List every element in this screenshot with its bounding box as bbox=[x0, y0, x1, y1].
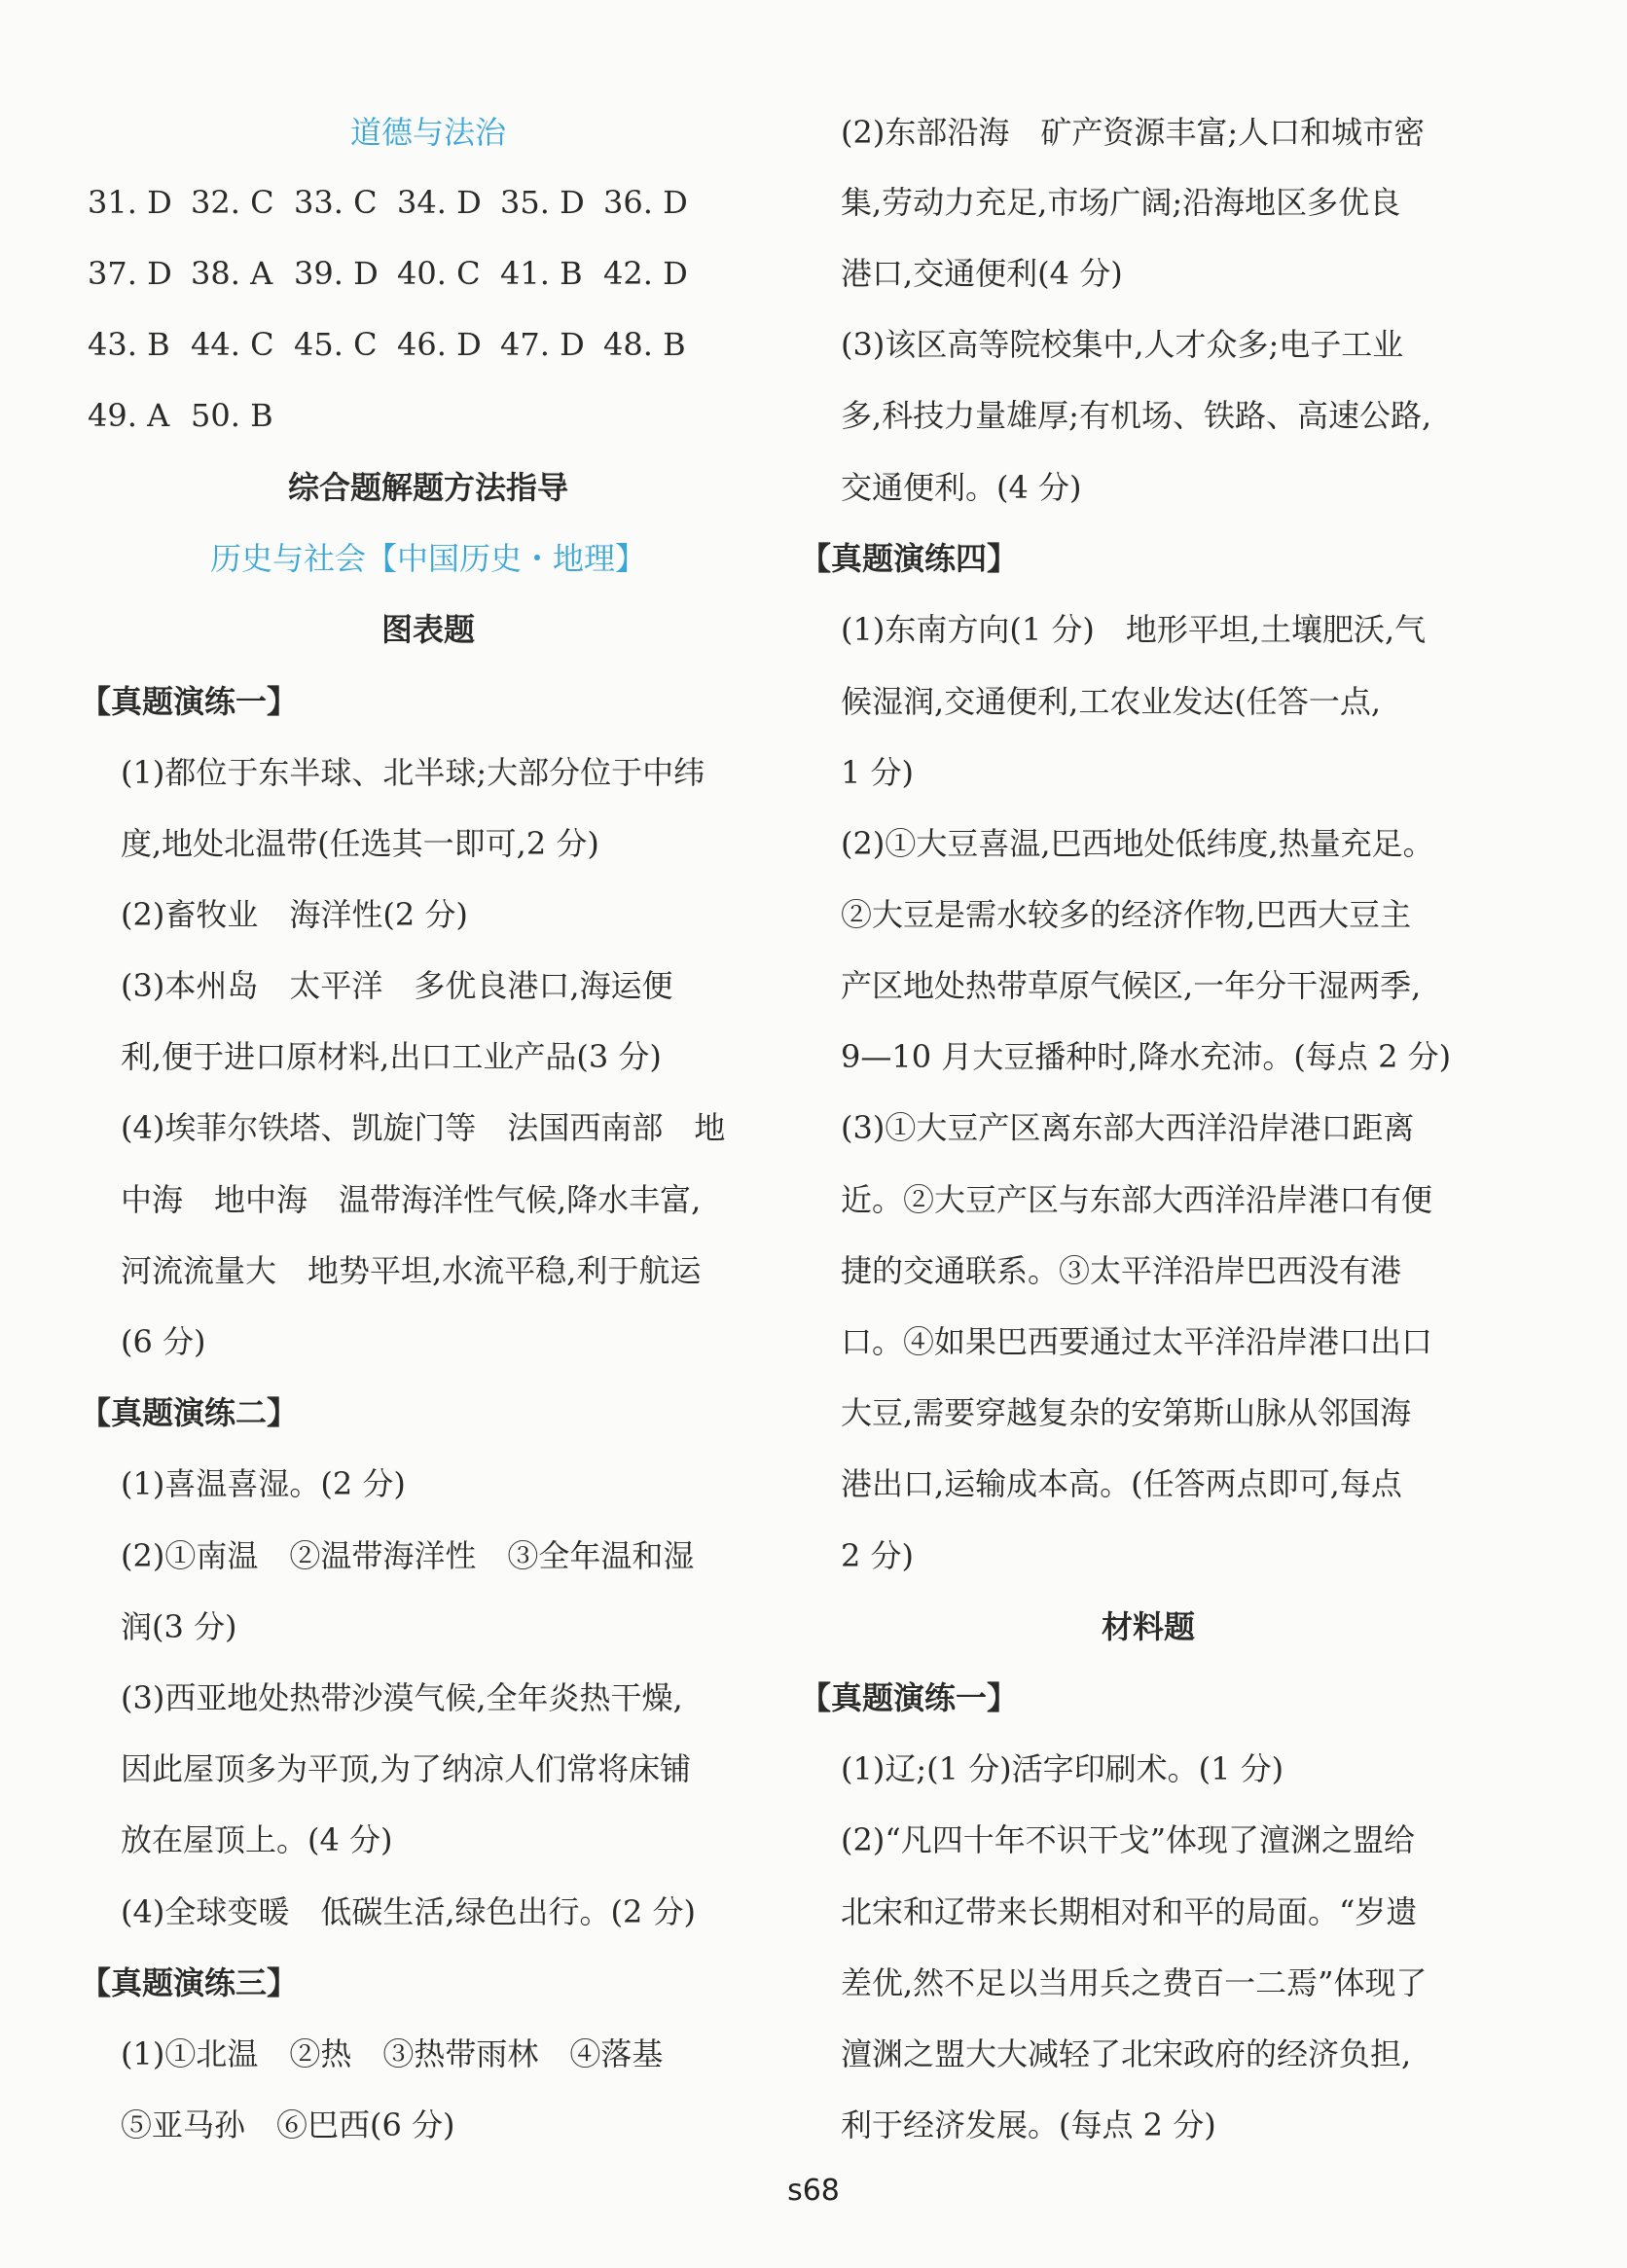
answer-line: 河流流量大 地势平坦,水流平稳,利于航运 bbox=[121, 1252, 702, 1289]
drill-heading: 【真题演练一】 bbox=[80, 683, 299, 720]
subject-heading-moral-law: 道德与法治 bbox=[349, 114, 506, 151]
answer-row: 49. A 50. B bbox=[88, 397, 273, 434]
answer-row: 37. D 38. A 39. D 40. C 41. B 42. D bbox=[88, 255, 688, 292]
subject-heading-history-society: 历史与社会【中国历史・地理】 bbox=[209, 540, 646, 577]
subsection-title-materials: 材料题 bbox=[1101, 1608, 1195, 1645]
answer-line: ⑤亚马孙 ⑥巴西(6 分) bbox=[121, 2106, 455, 2143]
answer-line: 2 分) bbox=[841, 1537, 915, 1574]
answer-line: (2)“凡四十年不识干戈”体现了澶渊之盟给 bbox=[841, 1821, 1416, 1858]
answer-line: (2)畜牧业 海洋性(2 分) bbox=[121, 896, 468, 933]
answer-line: (3)①大豆产区离东部大西洋沿岸港口距离 bbox=[841, 1109, 1415, 1146]
drill-heading: 【真题演练一】 bbox=[800, 1679, 1019, 1716]
answer-line: (6 分) bbox=[121, 1323, 206, 1360]
subsection-title-charts: 图表题 bbox=[380, 611, 475, 648]
drill-heading: 【真题演练四】 bbox=[800, 540, 1019, 577]
answer-line: (1)辽;(1 分)活字印刷术。(1 分) bbox=[841, 1750, 1284, 1787]
answer-line: 利,便于进口原材料,出口工业产品(3 分) bbox=[121, 1038, 662, 1075]
section-title: 综合题解题方法指导 bbox=[287, 469, 568, 506]
answer-line: 候湿润,交通便利,工农业发达(任答一点, bbox=[841, 683, 1382, 720]
answer-row: 43. B 44. C 45. C 46. D 47. D 48. B bbox=[88, 326, 686, 363]
answer-line: 港口,交通便利(4 分) bbox=[841, 255, 1123, 292]
answer-line: 近。②大豆产区与东部大西洋沿岸港口有便 bbox=[841, 1181, 1433, 1218]
answer-line: 润(3 分) bbox=[121, 1608, 237, 1645]
answer-line: 澶渊之盟大大减轻了北宋政府的经济负担, bbox=[841, 2035, 1412, 2072]
answer-line: (4)埃菲尔铁塔、凯旋门等 法国西南部 地 bbox=[121, 1109, 726, 1146]
answer-line: 因此屋顶多为平顶,为了纳凉人们常将床铺 bbox=[121, 1750, 692, 1787]
answer-line: 1 分) bbox=[841, 754, 915, 791]
answer-line: 交通便利。(4 分) bbox=[841, 469, 1082, 506]
page-number: s68 bbox=[787, 2174, 840, 2208]
drill-heading: 【真题演练三】 bbox=[80, 1964, 299, 2001]
answer-line: 多,科技力量雄厚;有机场、铁路、高速公路, bbox=[841, 397, 1432, 434]
answer-line: (3)本州岛 太平洋 多优良港口,海运便 bbox=[121, 967, 673, 1004]
answer-line: 大豆,需要穿越复杂的安第斯山脉从邻国海 bbox=[841, 1394, 1412, 1431]
answer-line: 中海 地中海 温带海洋性气候,降水丰富, bbox=[121, 1181, 702, 1218]
answer-line: 差优,然不足以当用兵之费百一二焉”体现了 bbox=[841, 1964, 1428, 2001]
answer-line: (2)①大豆喜温,巴西地处低纬度,热量充足。 bbox=[841, 825, 1434, 862]
drill-heading: 【真题演练二】 bbox=[80, 1394, 299, 1431]
answer-line: (1)都位于东半球、北半球;大部分位于中纬 bbox=[121, 754, 705, 791]
answer-line: (4)全球变暖 低碳生活,绿色出行。(2 分) bbox=[121, 1893, 697, 1930]
answer-line: 9—10 月大豆播种时,降水充沛。(每点 2 分) bbox=[841, 1038, 1452, 1075]
answer-line: 放在屋顶上。(4 分) bbox=[121, 1821, 393, 1858]
answer-row: 31. D 32. C 33. C 34. D 35. D 36. D bbox=[88, 184, 688, 221]
answer-line: 度,地处北温带(任选其一即可,2 分) bbox=[121, 825, 599, 862]
answer-line: (1)喜温喜湿。(2 分) bbox=[121, 1465, 406, 1502]
answer-line: 利于经济发展。(每点 2 分) bbox=[841, 2106, 1216, 2143]
answer-line: (1)东南方向(1 分) 地形平坦,土壤肥沃,气 bbox=[841, 611, 1427, 648]
answer-line: (3)该区高等院校集中,人才众多;电子工业 bbox=[841, 326, 1404, 363]
answer-line: ②大豆是需水较多的经济作物,巴西大豆主 bbox=[841, 896, 1412, 933]
answer-line: 口。④如果巴西要通过太平洋沿岸港口出口 bbox=[841, 1323, 1433, 1360]
answer-line: 集,劳动力充足,市场广阔;沿海地区多优良 bbox=[841, 184, 1401, 221]
answer-line: (2)东部沿海 矿产资源丰富;人口和城市密 bbox=[841, 114, 1426, 151]
answer-line: (2)①南温 ②温带海洋性 ③全年温和湿 bbox=[121, 1537, 695, 1574]
answer-line: 北宋和辽带来长期相对和平的局面。“岁遗 bbox=[841, 1893, 1418, 1930]
answer-line: (3)西亚地处热带沙漠气候,全年炎热干燥, bbox=[121, 1679, 683, 1716]
answer-line: 港出口,运输成本高。(任答两点即可,每点 bbox=[841, 1465, 1402, 1502]
answer-line: 产区地处热带草原气候区,一年分干湿两季, bbox=[841, 967, 1422, 1004]
answer-line: 捷的交通联系。③太平洋沿岸巴西没有港 bbox=[841, 1252, 1402, 1289]
answer-line: (1)①北温 ②热 ③热带雨林 ④落基 bbox=[121, 2035, 664, 2072]
